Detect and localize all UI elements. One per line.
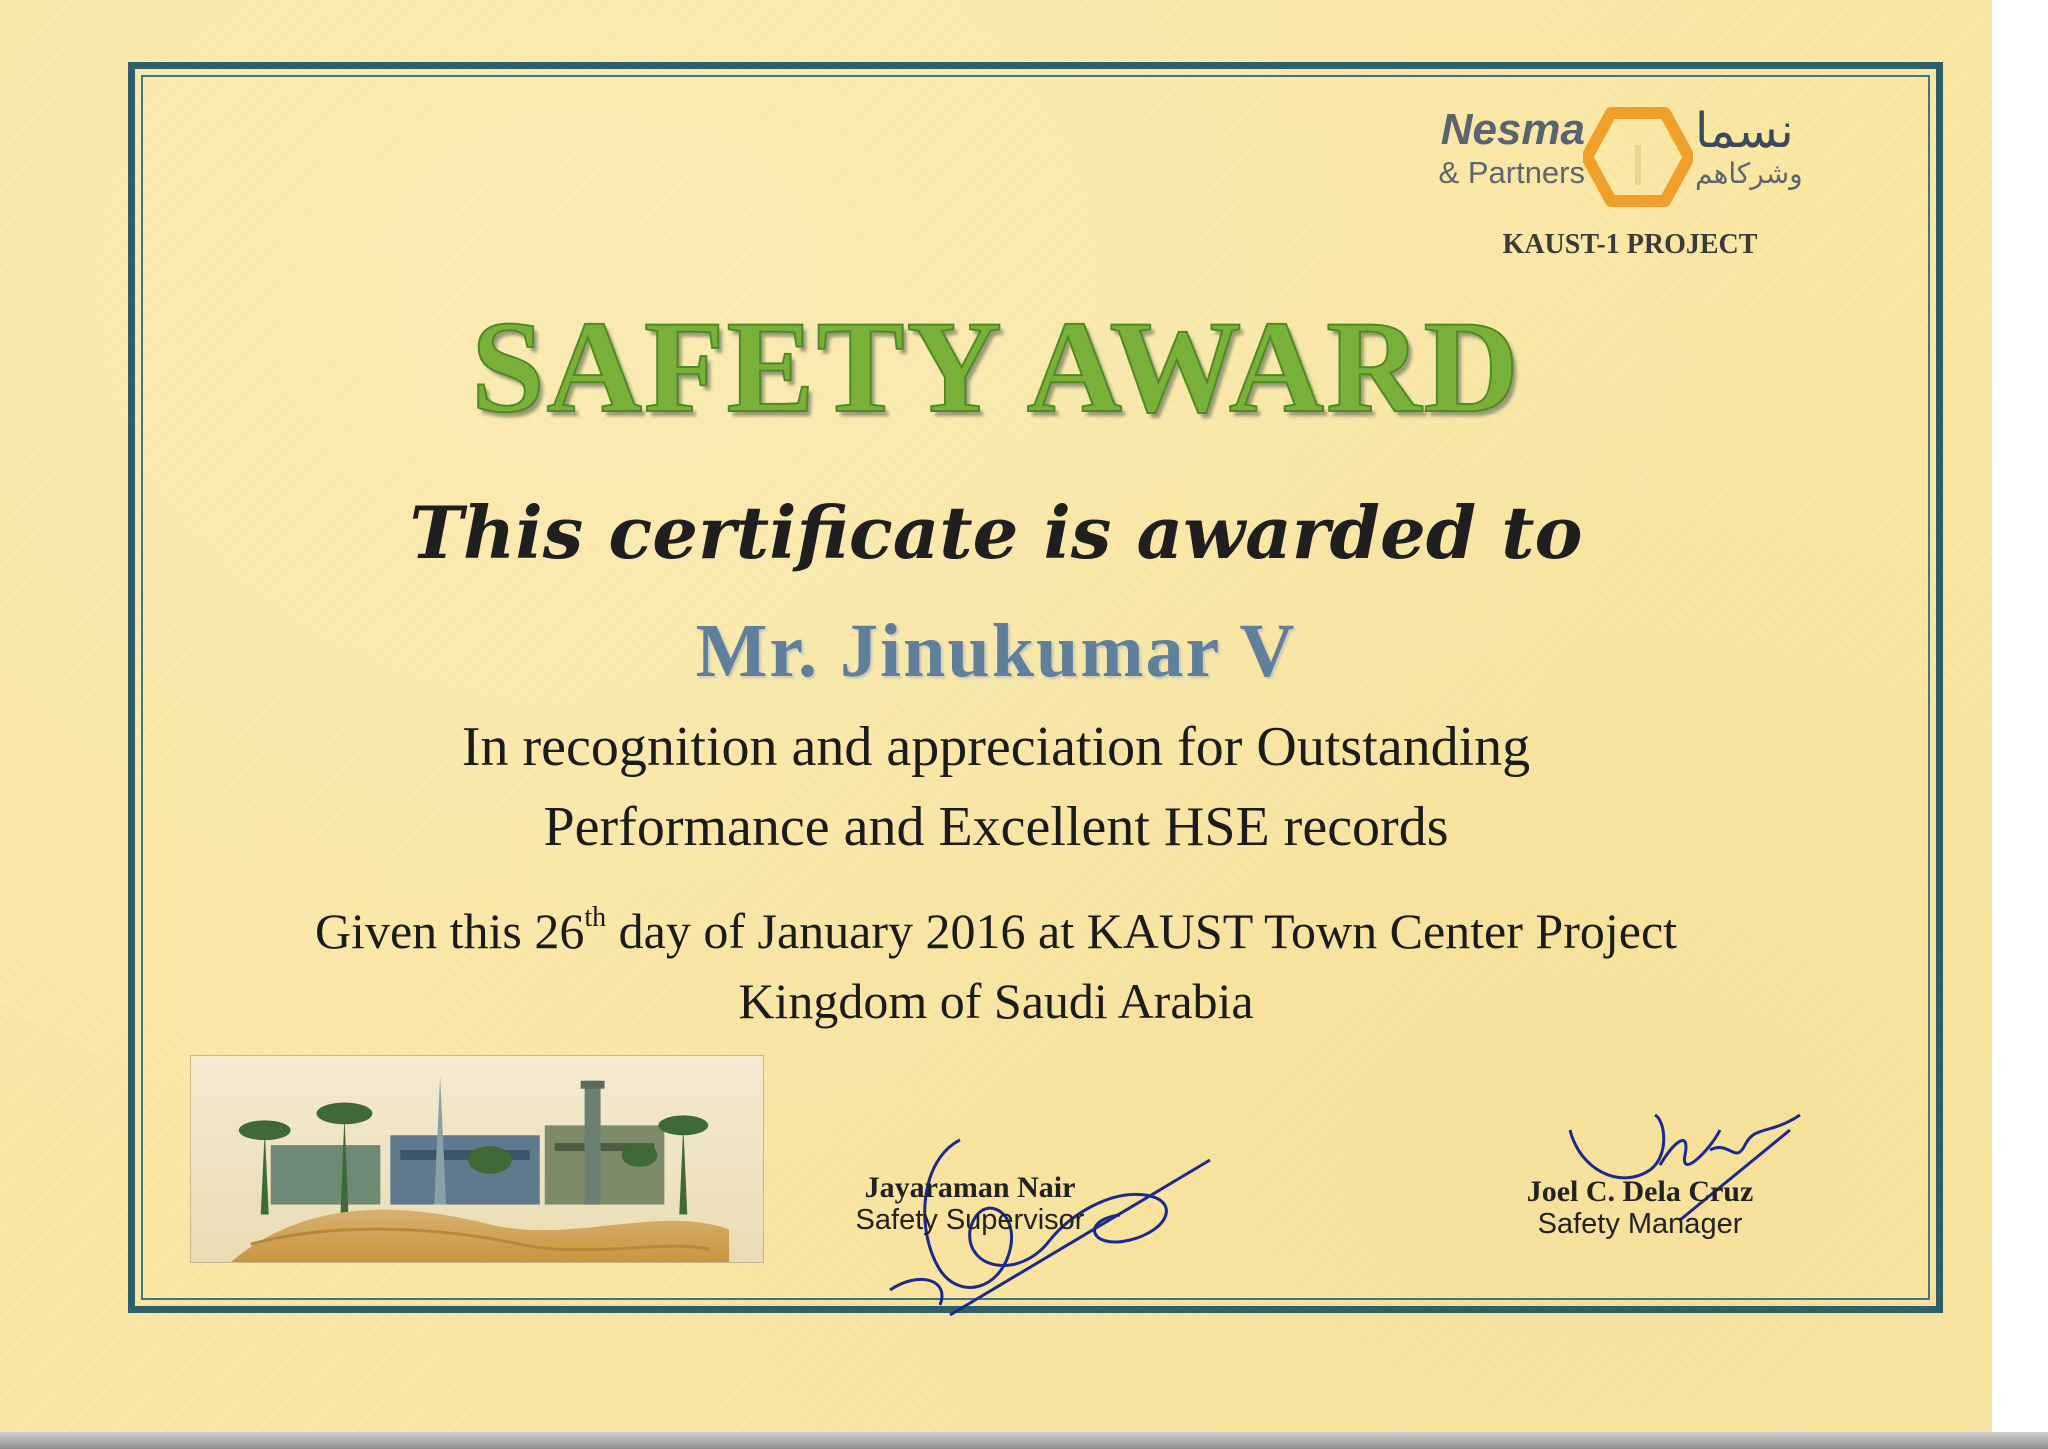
project-name: KAUST-1 PROJECT	[1502, 229, 1758, 260]
recognition-line-1: In recognition and appreciation for Outstanding	[461, 716, 1531, 778]
manager-signatory	[1460, 1176, 1820, 1240]
scan-edge-shadow	[0, 1432, 2048, 1449]
signatory-name: Jayaraman Nair	[864, 1171, 1076, 1204]
recipient-name: Mr. Jinukumar V	[695, 609, 1297, 693]
signatory-name: Joel C. Dela Cruz	[1526, 1175, 1754, 1208]
logo-sub-en: & Partners	[1438, 155, 1585, 190]
award-title: SAFETY AWARD	[471, 293, 1521, 440]
location-line: Kingdom of Saudi Arabia	[738, 973, 1254, 1029]
logo-arabic	[1695, 105, 1870, 191]
given-date-line	[0, 902, 1992, 960]
company-logo	[1395, 105, 1875, 215]
given-suffix: day of January 2016 at KAUST Town Center Project	[606, 903, 1678, 959]
date-ordinal-suffix: th	[584, 902, 607, 933]
awarded-line: This certificate is awarded to	[409, 490, 1583, 575]
signatory-role: Safety Manager	[1537, 1208, 1743, 1240]
logo-name-en: Nesma	[1440, 105, 1585, 154]
town-center-illustration	[190, 1055, 764, 1263]
hexagon-logo-icon	[1583, 107, 1693, 207]
given-prefix: Given this 26	[314, 903, 585, 959]
logo-sub-ar: وشركاهم	[1695, 157, 1803, 190]
logo-english	[1395, 105, 1585, 191]
recognition-line-2: Performance and Excellent HSE records	[543, 796, 1449, 858]
logo-name-ar: نسما	[1695, 103, 1794, 159]
signatory-role: Safety Supervisor	[855, 1204, 1085, 1236]
supervisor-signatory	[820, 1172, 1120, 1236]
